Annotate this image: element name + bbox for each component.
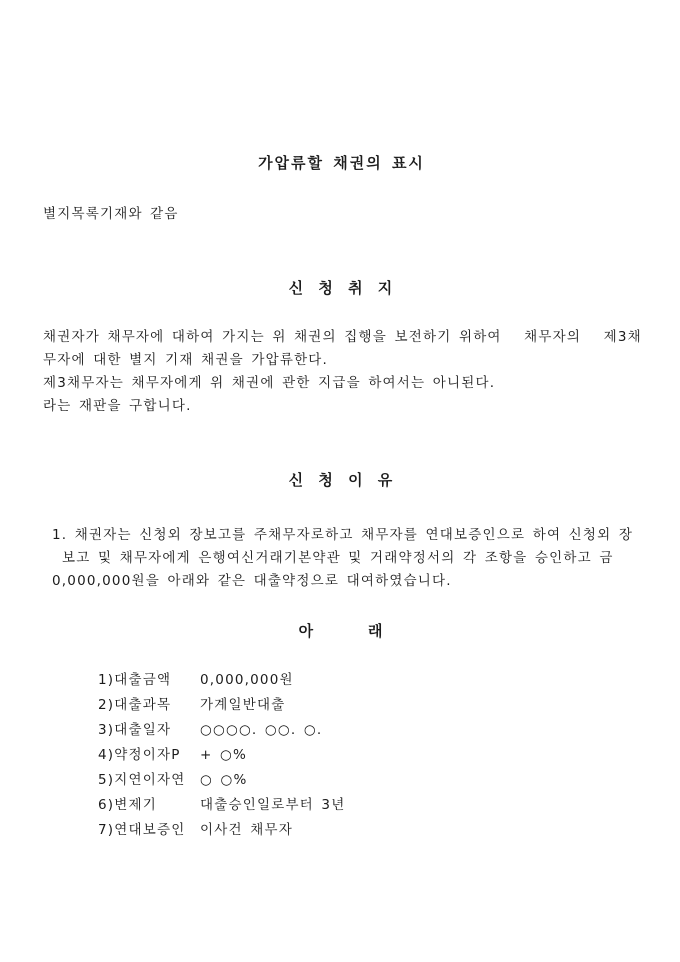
loan-term-row-agreed-interest — [98, 743, 640, 768]
purport-line-1: 채권자가 채무자에 대하여 가지는 위 채권의 집행을 보전하기 위하여 채무자의 제3채 — [43, 329, 642, 345]
purport-line-3: 제3채무자는 채무자에게 위 채권에 관한 지급을 하여서는 아니된다. — [43, 375, 496, 391]
loan-term-value: 가계일반대출 — [200, 697, 286, 713]
loan-term-row-delay-interest — [98, 768, 640, 793]
purport-heading: 신 청 취 지 — [288, 279, 395, 297]
loan-term-row-date — [98, 718, 640, 743]
loan-term-value: 대출승인일로부터 3년 — [200, 797, 346, 813]
purport-line-4: 라는 재판을 구합니다. — [43, 398, 192, 414]
reason-line-1: 1. 채권자는 신청외 장보고를 주채무자로하고 채무자를 연대보증인으로 하여 신청외 장 — [52, 527, 634, 543]
loan-term-label: 6)변제기 — [98, 797, 157, 813]
purport-paragraph — [43, 326, 640, 418]
loan-terms-list — [98, 668, 640, 843]
loan-term-row-repayment — [98, 793, 640, 818]
loan-term-row-guarantor — [98, 818, 640, 843]
purport-line-2: 무자에 대한 별지 기재 채권을 가압류한다. — [43, 352, 329, 368]
attachment-note: 별지목록기재와 같음 — [43, 206, 179, 222]
loan-term-value: 0,000,000원 — [200, 672, 294, 688]
loan-term-label: 5)지연이자연 — [98, 772, 186, 788]
below-heading: 아 래 — [298, 622, 385, 640]
reason-paragraph — [43, 524, 640, 593]
loan-term-value: 이사건 채무자 — [200, 822, 293, 838]
loan-term-value: + ○% — [200, 747, 248, 763]
loan-term-value: ○ ○% — [200, 772, 248, 788]
loan-term-label: 3)대출일자 — [98, 722, 172, 738]
document-title: 가압류할 채권의 표시 — [258, 154, 425, 172]
reason-heading: 신 청 이 유 — [288, 471, 395, 489]
reason-line-3: 0,000,000원을 아래와 같은 대출약정으로 대여하였습니다. — [52, 573, 452, 589]
loan-term-label: 7)연대보증인 — [98, 822, 186, 838]
reason-line-2: 보고 및 채무자에게 은행여신거래기본약관 및 거래약정서의 각 조항을 승인하고 금 — [62, 550, 614, 566]
loan-term-label: 2)대출과목 — [98, 697, 172, 713]
loan-term-value: ○○○○. ○○. ○. — [200, 722, 323, 738]
loan-term-row-amount — [98, 668, 640, 693]
loan-term-label: 1)대출금액 — [98, 672, 172, 688]
loan-term-row-category — [98, 693, 640, 718]
loan-term-label: 4)약정이자P — [98, 747, 181, 763]
